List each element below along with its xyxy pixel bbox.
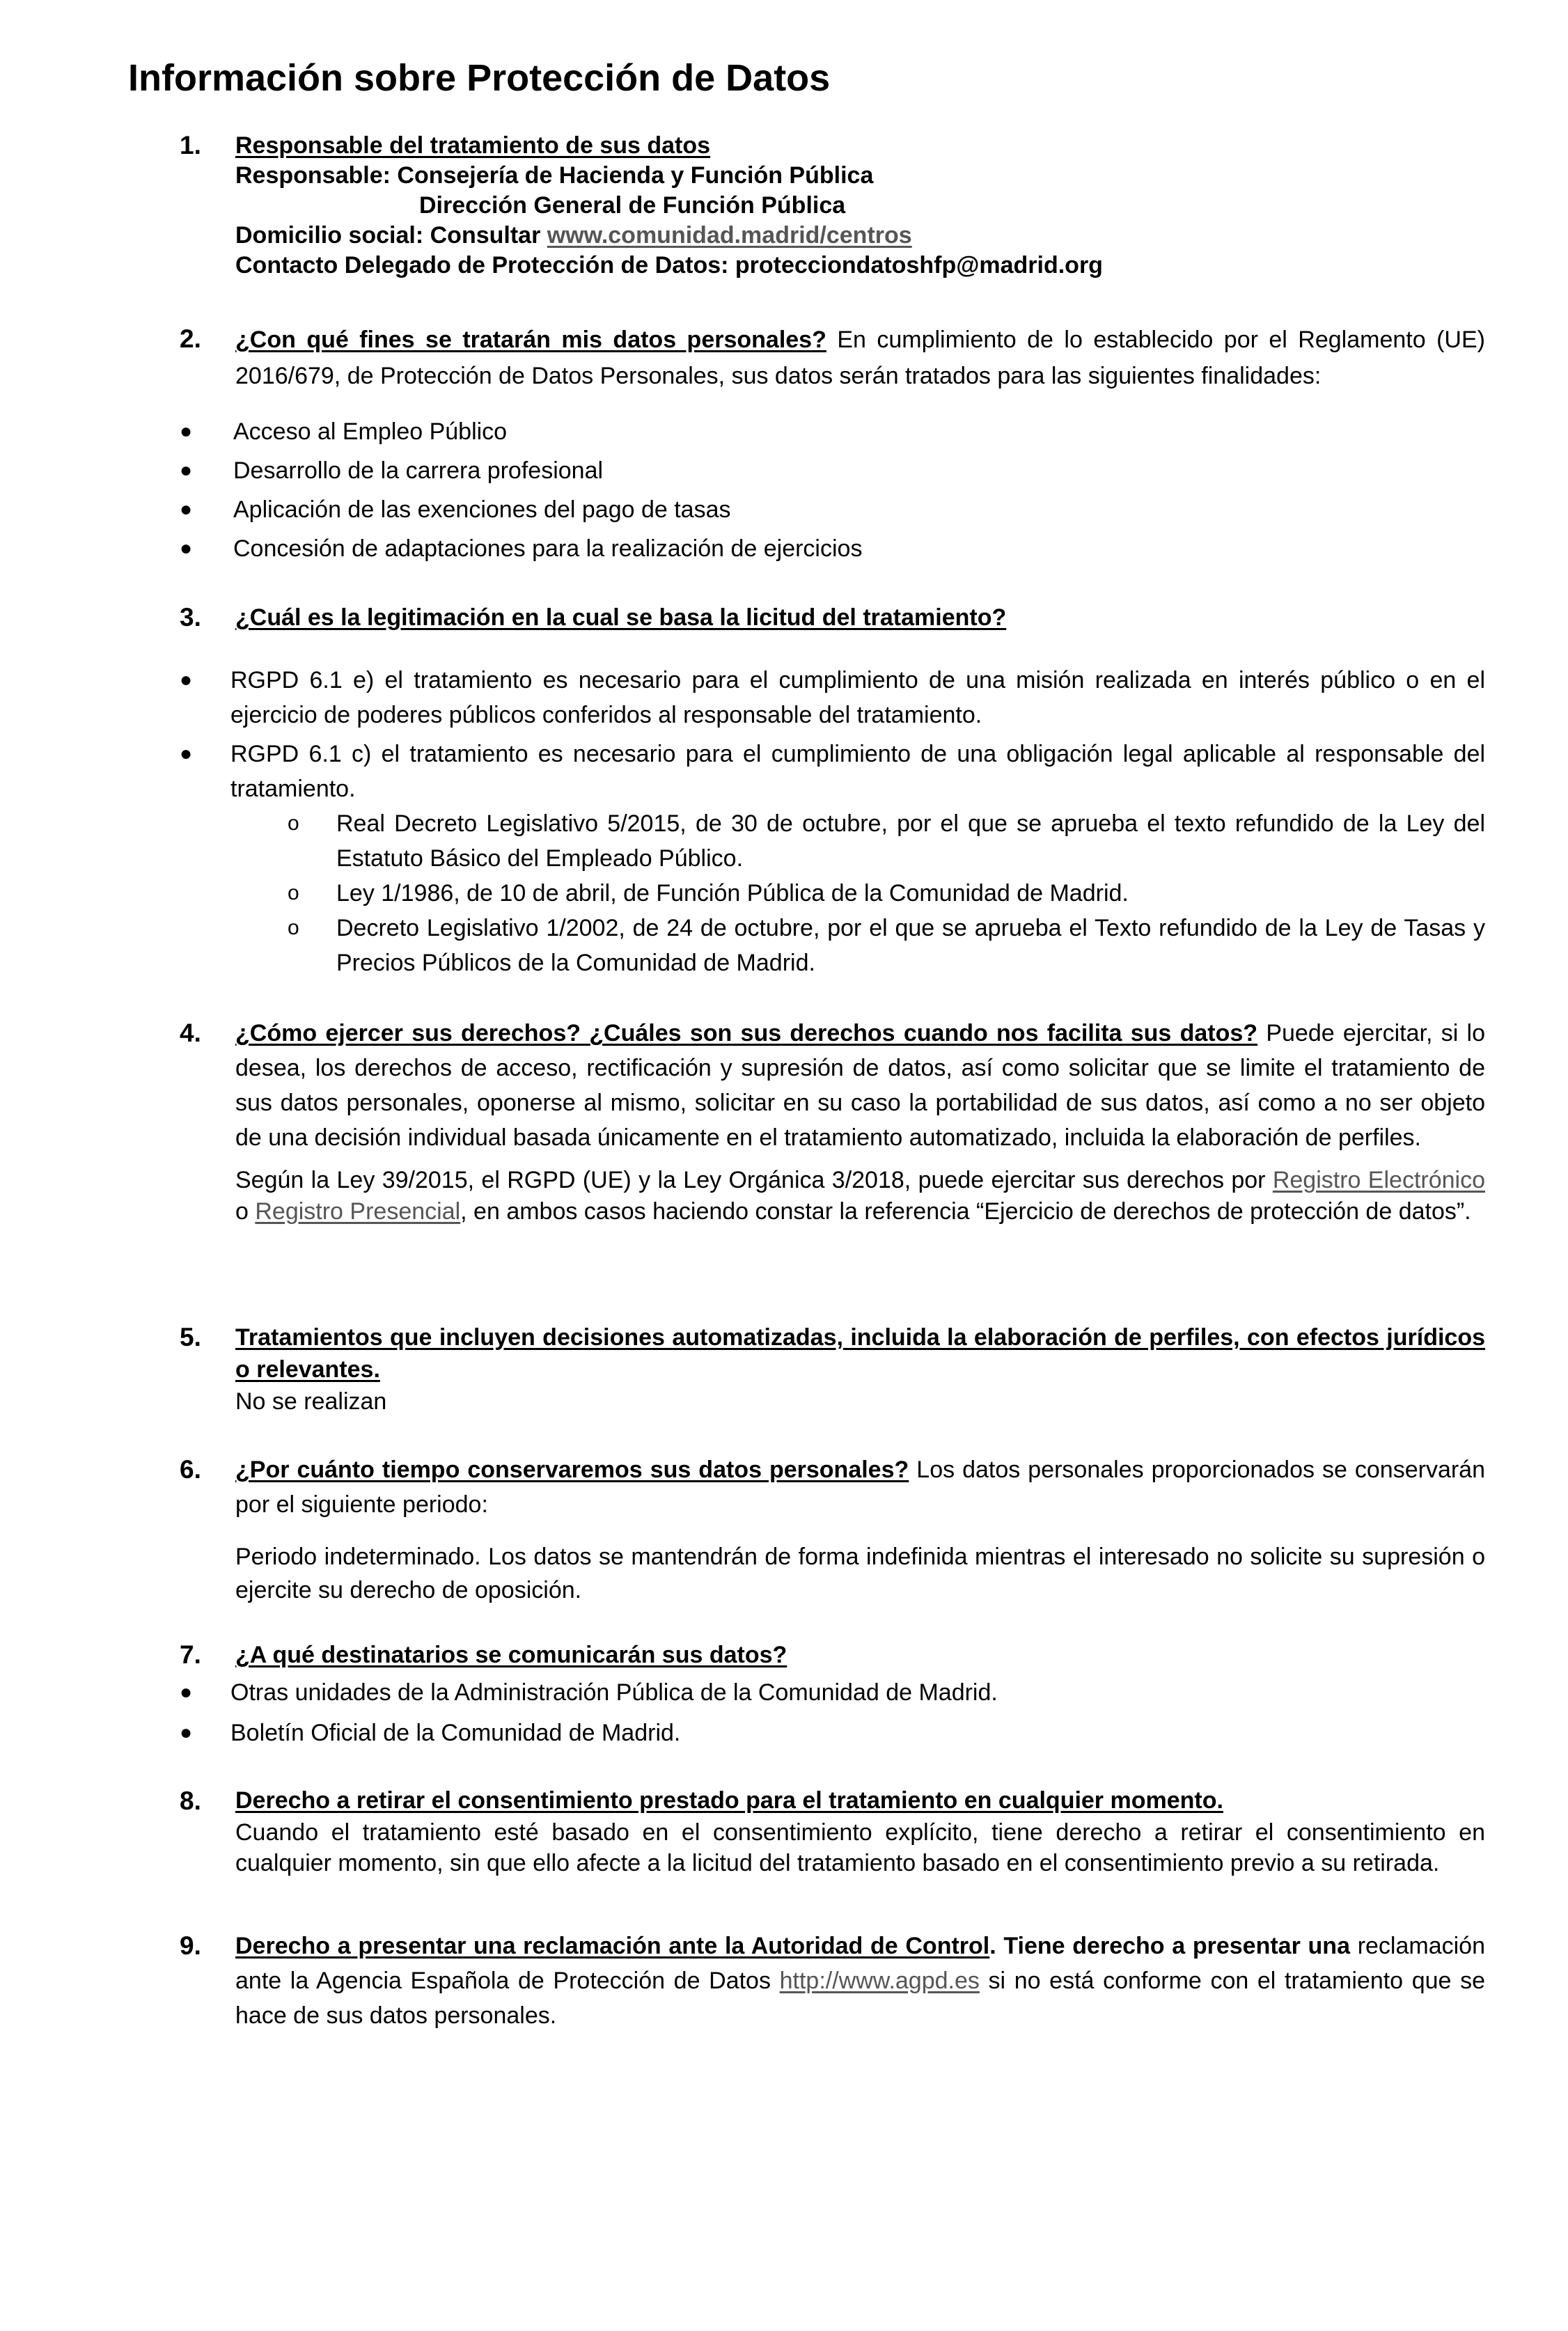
bullet-icon: ● (180, 1721, 193, 1744)
list-item: o Ley 1/1986, de 10 de abril, de Función Pública de la Comunidad de Madrid. (180, 876, 1485, 911)
registro-presencial-link[interactable]: Registro Presencial (255, 1198, 461, 1225)
list-item: ● Concesión de adaptaciones para la realización de ejercicios (180, 529, 1485, 568)
bullet-icon: ● (180, 742, 193, 765)
recipients-list (180, 1672, 1485, 1753)
section-number: 9. (180, 1931, 201, 1960)
list-item: ● Boletín Oficial de la Comunidad de Madrid. (180, 1713, 1485, 1753)
section-text: Puede ejercitar, si lo desea, los derechos de acceso, rectificación y supresión de datos, así como solicitar que se limite el tratamiento de sus datos personales, oponerse al mismo, solicitar en su caso la portabilidad de sus datos, así como a no ser objeto de una decisión individual basada únicamente en el tratamiento automatizado, incluida la elaboración de perfiles. (235, 1020, 1485, 1151)
section-9: 9. Derecho a presentar una reclamación ante la Autoridad de Control. Tiene derecho a presentar una reclamación ante la Agencia Española de Protección de Datos http://www.agpd.es si no está conforme con el tratamiento que se hace de sus datos personales. (180, 1929, 1485, 2033)
section-number: 3. (180, 603, 201, 631)
bullet-icon: ● (180, 1681, 193, 1704)
section-number: 6. (180, 1455, 201, 1484)
section-heading: ¿Con qué fines se tratarán mis datos personales? (235, 327, 826, 353)
circle-bullet-icon: o (288, 812, 299, 835)
direccion-line: Dirección General de Función Pública (419, 192, 846, 219)
section-7 (180, 1638, 1485, 1753)
section-heading: Responsable del tratamiento de sus datos (235, 132, 711, 159)
domicilio-line: Domicilio social: Consultar www.comunidad.madrid/centros (235, 222, 912, 249)
list-item: ● Aplicación de las exenciones del pago de tasas (180, 490, 1485, 529)
list-item: ● Acceso al Empleo Público (180, 412, 1485, 451)
bullet-icon: ● (180, 537, 193, 560)
section-1 (180, 128, 1485, 281)
section-number: 8. (180, 1787, 201, 1815)
section-text: Cuando el tratamiento esté basado en el consentimiento explícito, tiene derecho a retirar el consentimiento en cualquier momento, sin que ello afecte a la licitud del tratamiento basado en el consentimiento previo a su retirada. (235, 1819, 1485, 1876)
list-item: o Real Decreto Legislativo 5/2015, de 30 de octubre, por el que se aprueba el texto refundido de la Ley del Estatuto Básico del Empleado Público. (180, 806, 1485, 876)
section-number: 7. (180, 1640, 201, 1669)
section-number: 2. (180, 324, 201, 353)
page-title: Información sobre Protección de Datos (128, 57, 831, 99)
section-number: 4. (180, 1019, 201, 1047)
section-4 (180, 1016, 1485, 1227)
section-heading: Derecho a presentar una reclamación ante la Autoridad de Control (235, 1933, 990, 1959)
retention-paragraph: Periodo indeterminado. Los datos se mantendrán de forma indefinida mientras el interesado no solicite su supresión o ejercite su derecho de oposición. (235, 1544, 1485, 1603)
section-3 (180, 600, 1485, 980)
section-text: Los datos personales proporcionados se conservarán por el siguiente periodo: (235, 1457, 1485, 1518)
section-text: reclamación ante la Agencia Española de Protección de Datos (235, 1933, 1485, 1994)
section-6 (180, 1452, 1485, 1607)
section-bold-text: . Tiene derecho a presentar una (989, 1933, 1350, 1959)
section-heading: Derecho a retirar el consentimiento prestado para el tratamiento en cualquier momento. (235, 1787, 1223, 1814)
purposes-list (180, 412, 1485, 568)
section-2 (180, 322, 1485, 568)
legitimation-list (180, 663, 1485, 806)
contacto-line: Contacto Delegado de Protección de Datos: protecciondatoshfp@madrid.org (235, 252, 1103, 278)
section-text: En cumplimiento de lo establecido por el Reglamento (UE) 2016/679, de Protección de Datos Personales, sus datos serán tratados para las siguientes finalidades: (235, 327, 1485, 389)
registro-electronico-link[interactable]: Registro Electrónico (1272, 1167, 1485, 1193)
agpd-link[interactable]: http://www.agpd.es (779, 1968, 980, 1994)
bullet-icon: ● (180, 420, 193, 443)
responsable-line: Responsable: Consejería de Hacienda y Función Pública (235, 162, 874, 189)
section-heading: ¿Por cuánto tiempo conservaremos sus datos personales? (235, 1457, 909, 1483)
list-item: ● Desarrollo de la carrera profesional (180, 451, 1485, 490)
list-item: ● RGPD 6.1 e) el tratamiento es necesario para el cumplimiento de una misión realizada en interés público o en el ejercicio de poderes públicos conferidos al responsable del tratamiento. (180, 663, 1485, 732)
section-heading: ¿Cuál es la legitimación en la cual se basa la licitud del tratamiento? (235, 604, 1007, 631)
list-item: ● Otras unidades de la Administración Pública de la Comunidad de Madrid. (180, 1672, 1485, 1713)
circle-bullet-icon: o (288, 881, 299, 904)
circle-bullet-icon: o (288, 916, 299, 939)
list-item: o Decreto Legislativo 1/2002, de 24 de octubre, por el que se aprueba el Texto refundido de la Ley de Tasas y Precios Públicos de la Comunidad de Madrid. (180, 911, 1485, 980)
section-heading: Tratamientos que incluyen decisiones automatizadas, incluida la elaboración de perfiles, con efectos jurídicos o relevantes. (235, 1324, 1485, 1383)
legal-basis-list (180, 806, 1485, 980)
section-number: 1. (180, 131, 201, 159)
section-number: 5. (180, 1323, 201, 1351)
bullet-icon: ● (180, 459, 193, 482)
list-item: ● RGPD 6.1 c) el tratamiento es necesario para el cumplimiento de una obligación legal aplicable al responsable del tratamiento. (180, 737, 1485, 806)
centros-link[interactable]: www.comunidad.madrid/centros (547, 222, 912, 249)
section-heading: ¿Cómo ejercer sus derechos? ¿Cuáles son sus derechos cuando nos facilita sus datos? (235, 1020, 1258, 1046)
bullet-icon: ● (180, 498, 193, 521)
section-heading: ¿A qué destinatarios se comunicarán sus datos? (235, 1642, 787, 1668)
section-5 (180, 1320, 1485, 1418)
section-8 (180, 1784, 1485, 1878)
rights-paragraph: Según la Ley 39/2015, el RGPD (UE) y la Ley Orgánica 3/2018, puede ejercitar sus derechos por Registro Electrónico o Registro Presencial, en ambos casos haciendo constar la referencia “Ejercicio de derechos de protección de datos”. (235, 1167, 1485, 1225)
bullet-icon: ● (180, 668, 193, 691)
section-text: No se realizan (235, 1388, 387, 1415)
